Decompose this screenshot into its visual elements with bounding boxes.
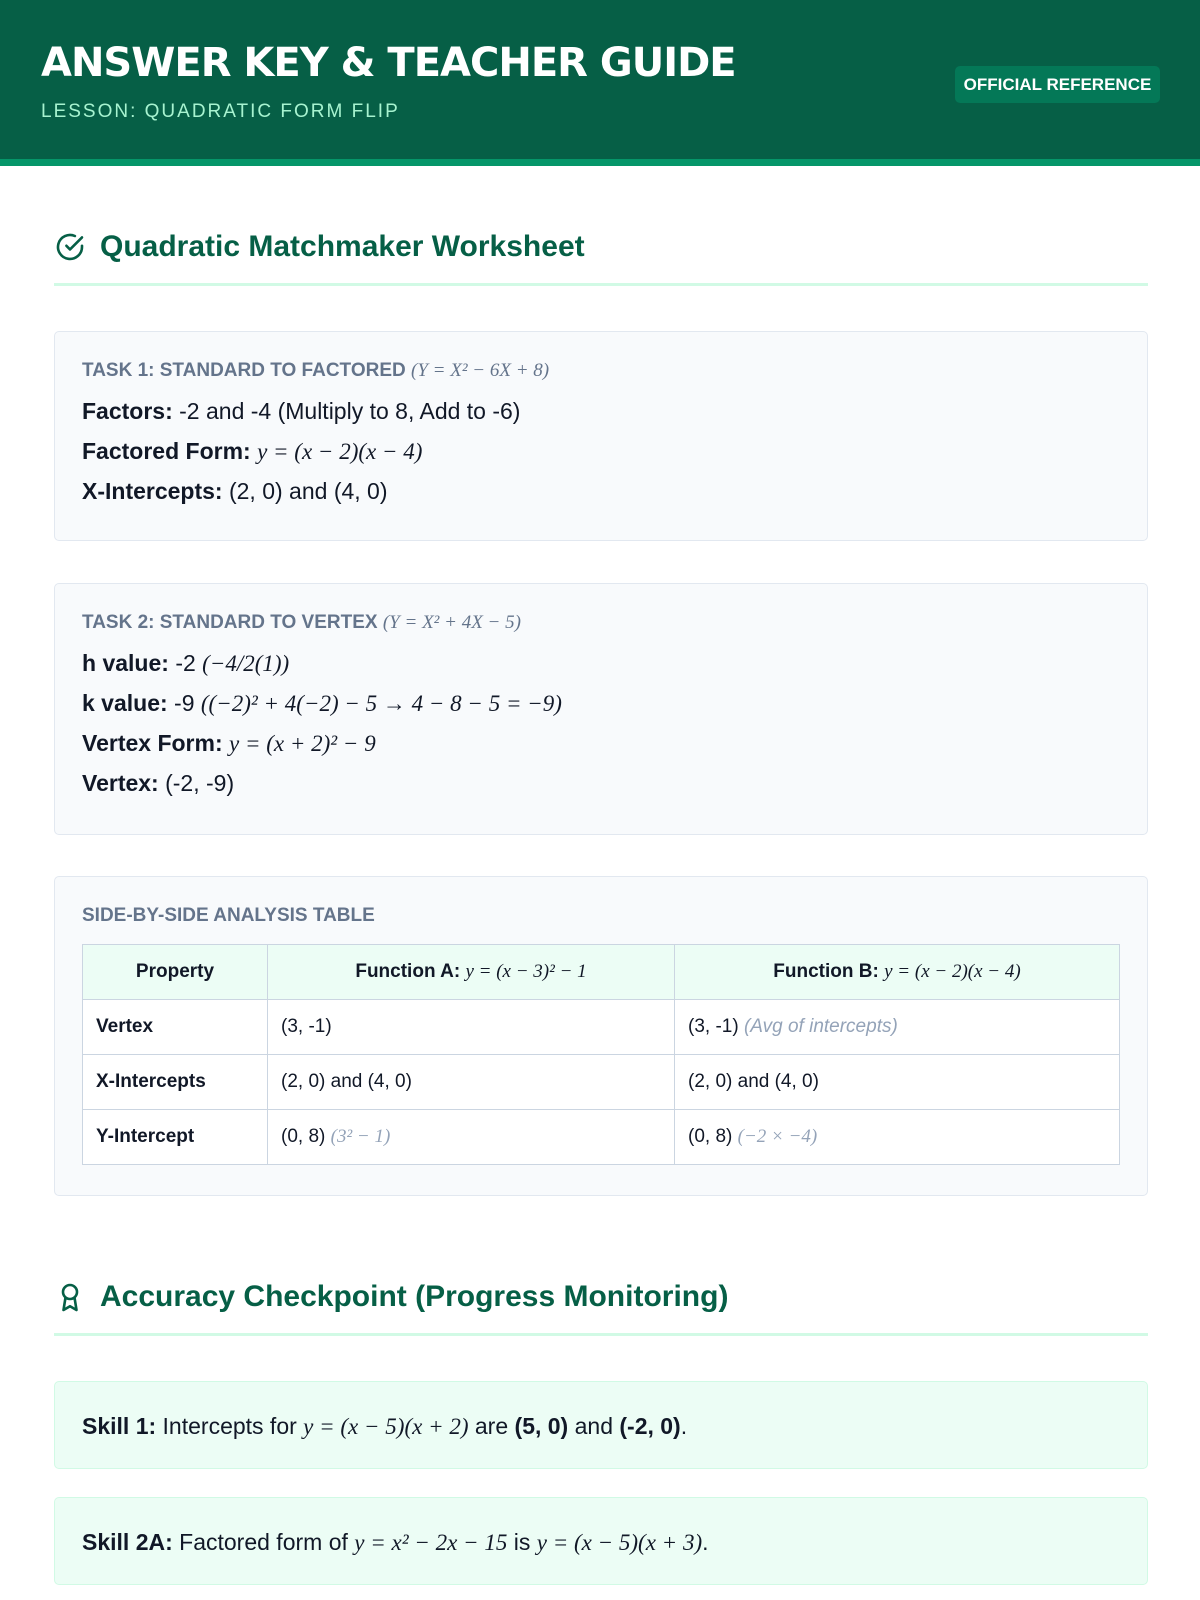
table-row	[83, 1110, 1120, 1165]
skill2a-card: Skill 2A: Factored form of y = x² − 2x − 15 is y = (x − 5)(x + 3).	[54, 1497, 1148, 1585]
analysis-table	[82, 944, 1120, 1165]
task1-equation: (Y = X² − 6X + 8)	[411, 360, 550, 381]
column-header-function-a: Function A: y = (x − 3)² − 1	[268, 945, 675, 1000]
official-reference-badge: OFFICIAL REFERENCE	[955, 66, 1160, 103]
task2-vertex: Vertex: (-2, -9)	[82, 770, 235, 796]
task1-factored-form: Factored Form: y = (x − 2)(x − 4)	[82, 438, 423, 464]
row-property: Y-Intercept	[83, 1110, 268, 1165]
column-header-property: Property	[83, 945, 268, 1000]
task1-factors: Factors: -2 and -4 (Multiply to 8, Add to -6)	[82, 398, 521, 424]
skill1-card: Skill 1: Intercepts for y = (x − 5)(x + 2) are (5, 0) and (-2, 0).	[54, 1381, 1148, 1469]
table-row	[83, 1000, 1120, 1055]
column-header-function-b: Function B: y = (x − 2)(x − 4)	[675, 945, 1120, 1000]
worksheet-section-header	[54, 227, 1148, 286]
table-header-row	[83, 945, 1120, 1000]
cell-function-b: (2, 0) and (4, 0)	[675, 1055, 1120, 1110]
task2-card	[54, 583, 1148, 835]
cell-function-b: (3, -1) (Avg of intercepts)	[675, 1000, 1120, 1055]
cell-function-b: (0, 8) (−2 × −4)	[675, 1110, 1120, 1165]
check-circle-icon	[54, 231, 86, 263]
checkpoint-section-header	[54, 1277, 1148, 1336]
task2-vertex-form: Vertex Form: y = (x + 2)² − 9	[82, 730, 376, 756]
analysis-card	[54, 876, 1148, 1196]
task2-label: TASK 2: STANDARD TO VERTEX (Y = X² + 4X − 5)	[82, 612, 521, 633]
cell-function-a: (0, 8) (3² − 1)	[268, 1110, 675, 1165]
worksheet-title: Quadratic Matchmaker Worksheet	[100, 230, 585, 263]
cell-function-a: (2, 0) and (4, 0)	[268, 1055, 675, 1110]
page-header	[0, 0, 1200, 166]
task1-label: TASK 1: STANDARD TO FACTORED (Y = X² − 6X + 8)	[82, 360, 550, 381]
award-ribbon-icon	[54, 1281, 86, 1313]
cell-function-a: (3, -1)	[268, 1000, 675, 1055]
lesson-subtitle: LESSON: QUADRATIC FORM FLIP	[41, 101, 400, 122]
page-title: ANSWER KEY & TEACHER GUIDE	[41, 40, 736, 86]
task2-h-value: h value: -2 (−4/2(1))	[82, 650, 290, 676]
checkpoint-title: Accuracy Checkpoint (Progress Monitoring)	[100, 1280, 729, 1313]
task1-intercepts: X-Intercepts: (2, 0) and (4, 0)	[82, 478, 388, 504]
task2-equation: (Y = X² + 4X − 5)	[382, 612, 521, 633]
task1-card	[54, 331, 1148, 541]
row-property: Vertex	[83, 1000, 268, 1055]
analysis-label: SIDE-BY-SIDE ANALYSIS TABLE	[82, 905, 375, 926]
task2-k-value: k value: -9 ((−2)² + 4(−2) − 5 → 4 − 8 − 5 = −9)	[82, 690, 562, 716]
row-property: X-Intercepts	[83, 1055, 268, 1110]
table-row	[83, 1055, 1120, 1110]
